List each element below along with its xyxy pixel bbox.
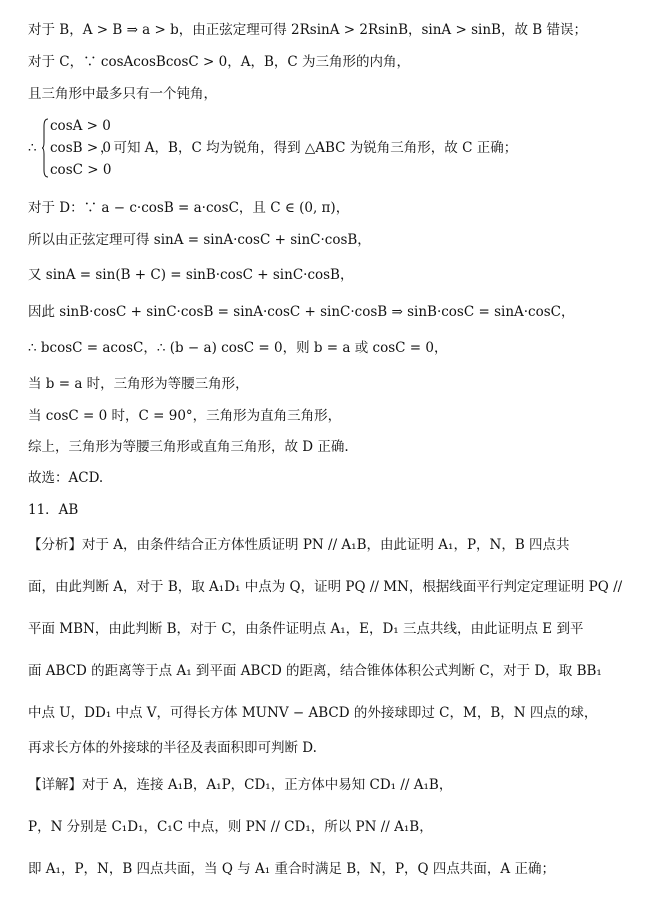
case-row-2: cosB > 0 <box>50 140 112 156</box>
text-line-1: 对于 B，A > B ⇒ a > b，由正弦定理可得 2RsinA > 2RsinB，sinA > sinB，故 B 错误； <box>28 22 587 38</box>
text-line-6: 又 sinA = sin(B + C) = sinB·cosC + sinC·cosB， <box>28 267 354 283</box>
text-line-12: 故选：ACD. <box>28 470 104 486</box>
analysis-line-4: 面 ABCD 的距离等于点 A₁ 到平面 ABCD 的距离，结合锥体体积公式判断 C，对于 D，取 BB₁ <box>28 663 602 679</box>
therefore-symbol: ∴ <box>28 140 37 156</box>
detail-line-3: 即 A₁，P，N，B 四点共面，当 Q 与 A₁ 重合时满足 B，N，P，Q 四点共面，A 正确； <box>28 861 555 877</box>
text-line-2: 对于 C，∵ cosAcosBcosC > 0，A，B，C 为三角形的内角， <box>28 54 411 70</box>
analysis-line-6: 再求长方体的外接球的半径及表面积即可判断 D. <box>28 740 317 756</box>
case-row-3: cosC > 0 <box>50 162 112 178</box>
analysis-line-2: 面，由此判断 A，对于 B，取 A₁D₁ 中点为 Q，证明 PQ // MN，根据线面平行判定定理证明 PQ // <box>28 579 623 595</box>
text-line-7: 因此 sinB·cosC + sinC·cosB = sinA·cosC + sinC·cosB ⇒ sinB·cosC = sinA·cosC， <box>28 304 575 320</box>
text-line-11: 综上，三角形为等腰三角形或直角三角形，故 D 正确. <box>28 439 349 455</box>
left-brace-icon <box>42 118 48 178</box>
analysis-line-1: 【分析】对于 A，由条件结合正方体性质证明 PN // A₁B，由此证明 A₁，P，N，B 四点共 <box>28 537 570 553</box>
text-line-3: 且三角形中最多只有一个钝角， <box>28 86 217 102</box>
detail-line-2: P，N 分别是 C₁D₁，C₁C 中点，则 PN // CD₁，所以 PN // A₁B， <box>28 819 433 835</box>
case-row-1: cosA > 0 <box>50 118 111 134</box>
case-conclusion: ，可知 A，B，C 均为锐角，得到 △ABC 为锐角三角形，故 C 正确； <box>100 140 518 156</box>
analysis-line-3: 平面 MBN，由此判断 B，对于 C，由条件证明点 A₁，E，D₁ 三点共线，由此证明点 E 到平 <box>28 621 584 637</box>
text-line-10: 当 cosC = 0 时，C = 90°，三角形为直角三角形， <box>28 408 342 424</box>
text-line-8: ∴ bcosC = acosC，∴ (b − a) cosC = 0，则 b = a 或 cosC = 0， <box>28 340 448 356</box>
analysis-line-5: 中点 U，DD₁ 中点 V，可得长方体 MUNV − ABCD 的外接球即过 C，M，B，N 四点的球， <box>28 705 598 721</box>
text-line-4: 对于 D：∵ a − c·cosB = a·cosC，且 C ∈ (0, π)， <box>28 200 350 216</box>
question-number: 11．AB <box>28 502 79 518</box>
detail-line-1: 【详解】对于 A，连接 A₁B，A₁P，CD₁，正方体中易知 CD₁ // A₁B， <box>28 777 453 793</box>
text-line-5: 所以由正弦定理可得 sinA = sinA·cosC + sinC·cosB， <box>28 232 371 248</box>
text-line-9: 当 b = a 时，三角形为等腰三角形， <box>28 376 249 392</box>
